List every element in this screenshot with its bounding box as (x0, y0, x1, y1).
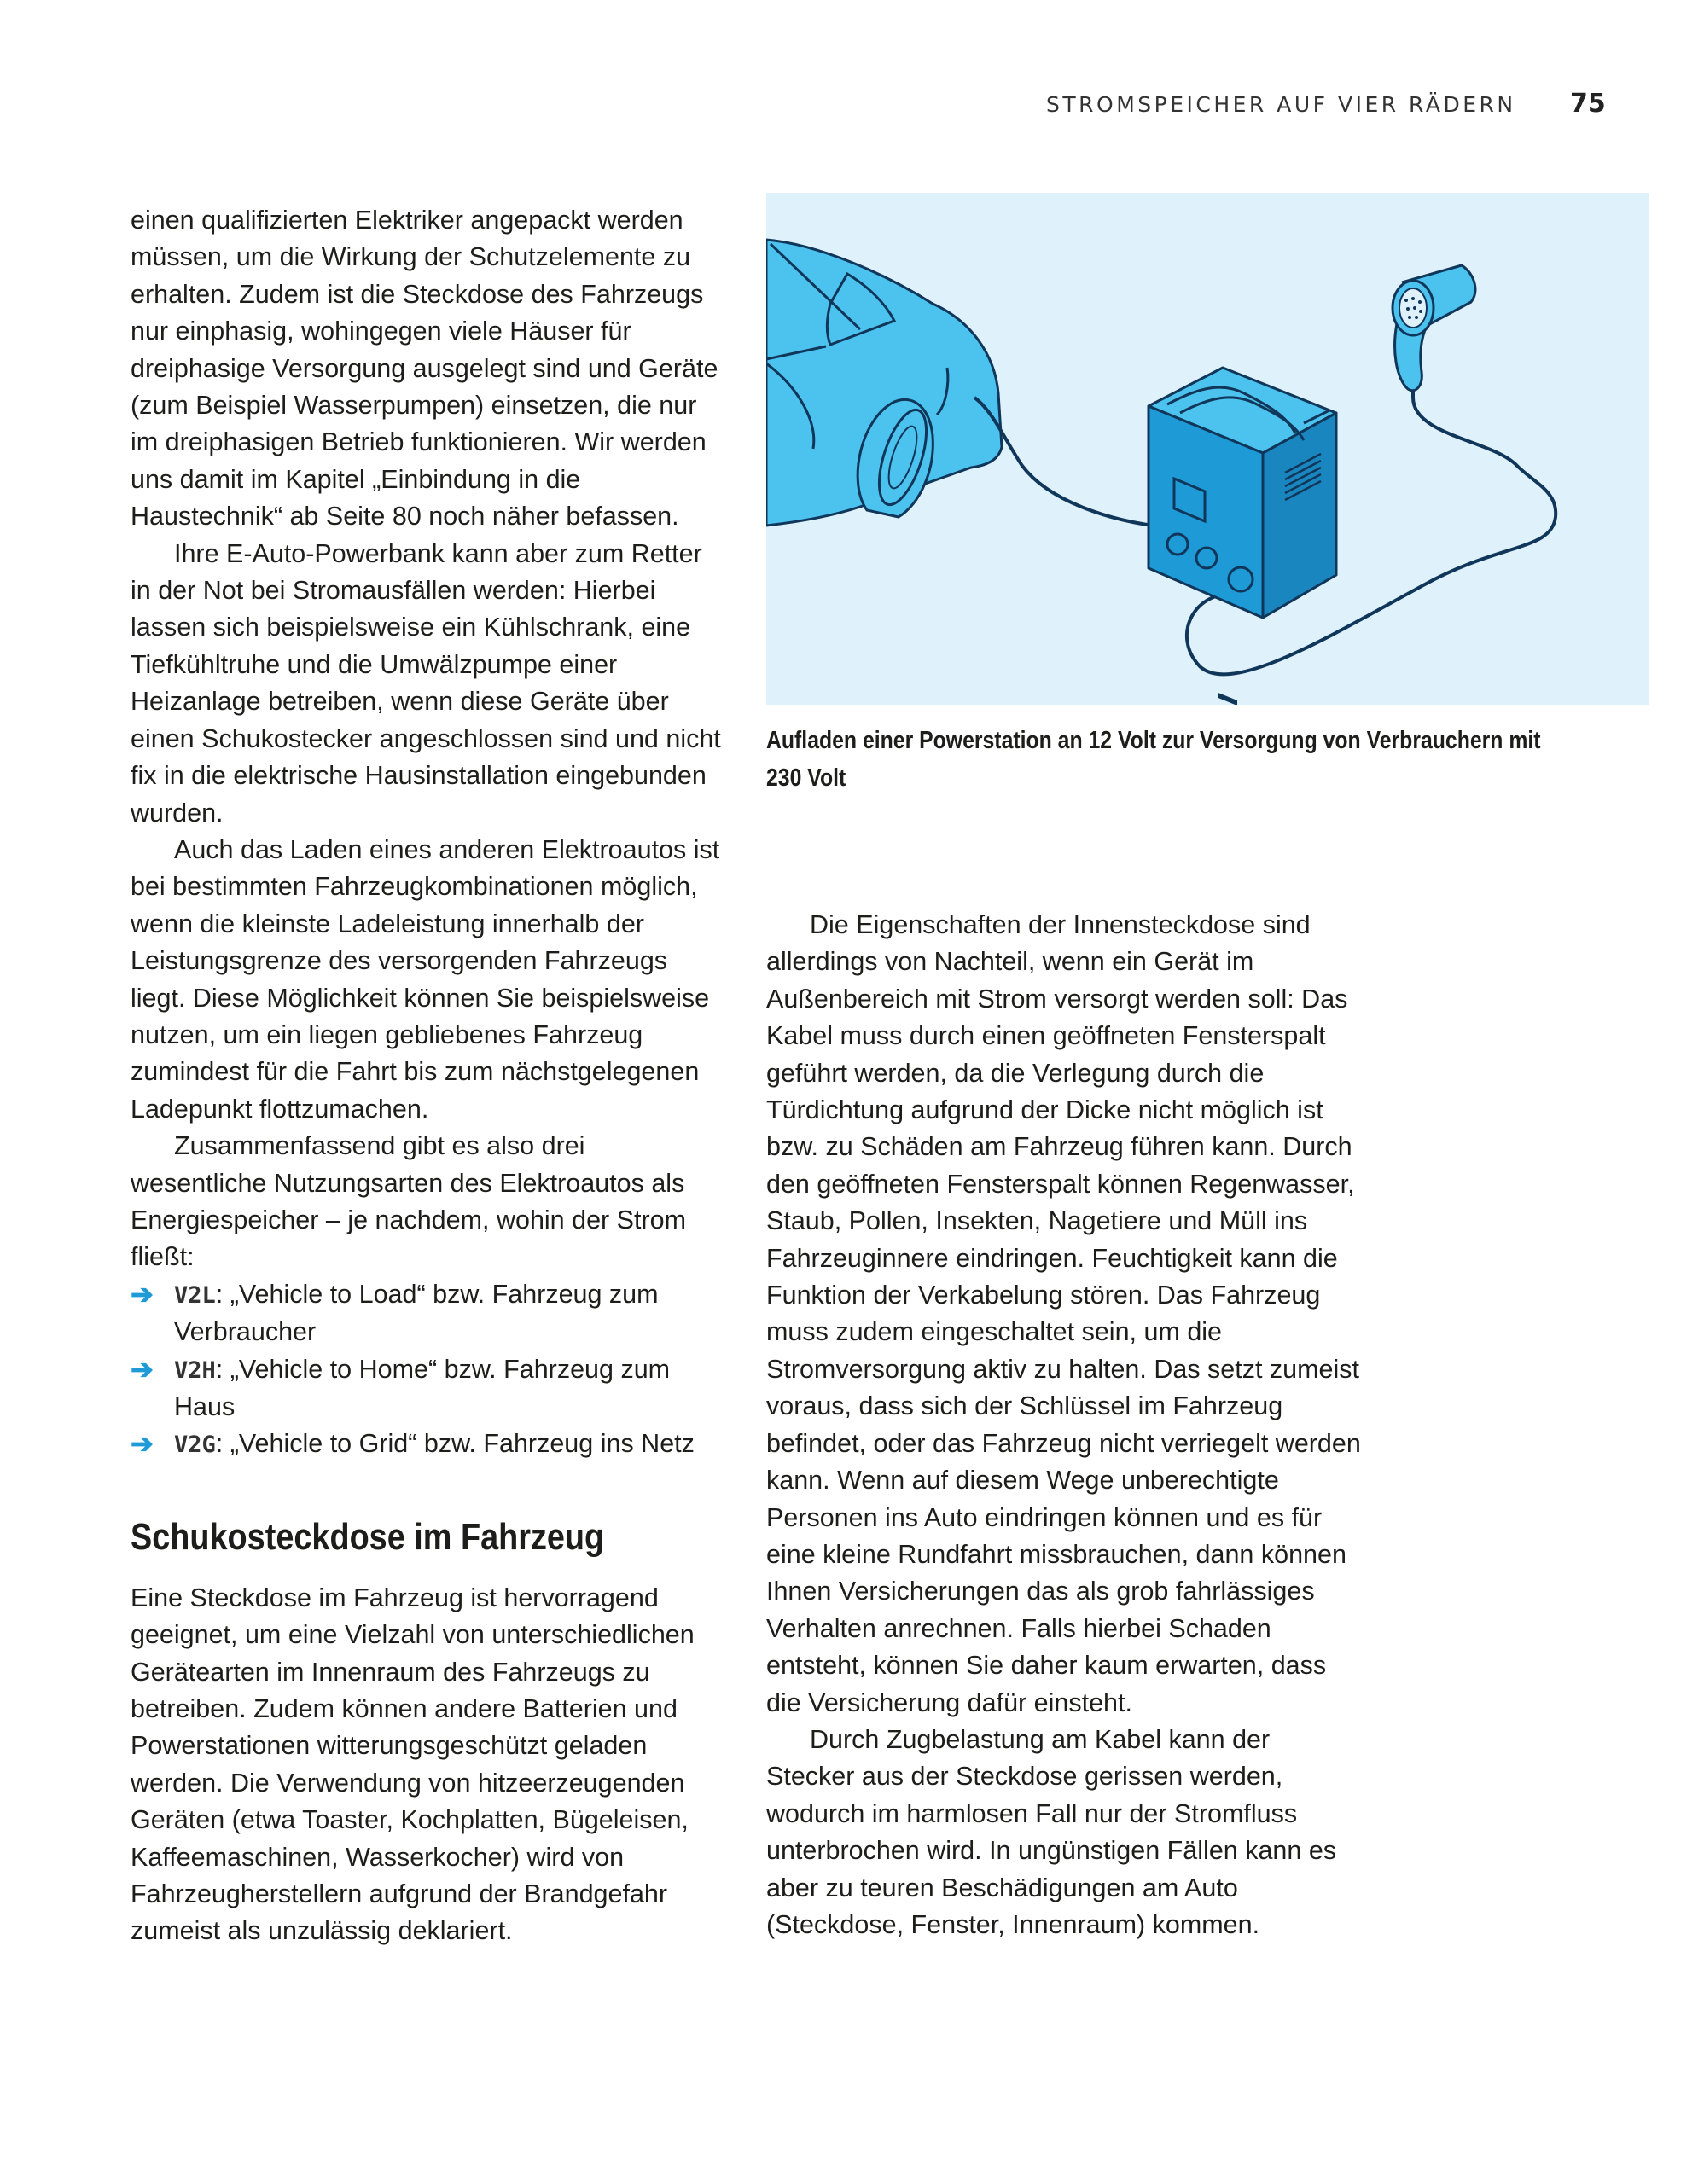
page-number: 75 (1570, 89, 1606, 119)
paragraph: Durch Zugbelastung am Kabel kann der Stecker aus der Steckdose gerissen werden, wodurch im harmlosen Fall nur der Stromfluss unterbrochen wird. In ungünstigen Fällen kann es aber zu teuren Beschädigungen am Auto (Steckdose, Fenster, Innenraum) kommen. (766, 1724, 1337, 1939)
list-item-code: V2L (174, 1281, 216, 1309)
arrow-right-icon: ➔ (131, 1428, 154, 1460)
list-item-code: V2G (174, 1432, 216, 1459)
paragraph: Zusammenfassend gibt es also drei wesentliche Nutzungsarten des Elektroautos als Energiespeicher – je nachdem, wohin der Strom fließt: (131, 1131, 687, 1272)
running-title: STROMSPEICHER AUF VIER RÄDERN (1046, 92, 1516, 117)
paragraph: Auch das Laden eines anderen Elektroautos ist bei bestimmten Fahrzeugkombinationen möglich, wenn die kleinste Ladeleistung innerhalb der Leistungsgrenze des versorgenden Fahrzeugs liegt. Diese Möglichkeit können Sie beispielsweise nutzen, um ein liegen gebliebenes Fahrzeug zumindest für die Fahrt bis zum nächstgelegenen Ladepunkt flottzumachen. (131, 834, 720, 1124)
powerstation-illustration (766, 193, 1649, 705)
right-column (766, 907, 1364, 1943)
list-item-text: : „Vehicle to Load“ bzw. Fahrzeug zum Verbraucher (174, 1279, 659, 1347)
list-item-text: : „Vehicle to Grid“ bzw. Fahrzeug ins Netz (215, 1429, 695, 1459)
section-heading: Schukosteckdose im Fahrzeug (131, 1515, 605, 1558)
list-item (131, 1351, 728, 1426)
running-header (0, 89, 1704, 126)
list-item-code: V2H (174, 1356, 216, 1384)
list-item (131, 1426, 728, 1463)
list-item-text: : „Vehicle to Home“ bzw. Fahrzeug zum Haus (174, 1354, 671, 1421)
paragraph: einen qualifizierten Elektriker angepackt werden müssen, um die Wirkung der Schutzelemente zu erhalten. Zudem ist die Steckdose des Fahrzeugs nur einphasig, wohingegen viele Häuser für dreiphasige Versorgung ausgelegt sind und Geräte (zum Beispiel Wasserpumpen) einsetzen, die nur im dreiphasigen Betrieb funktionieren. Wir werden uns damit im Kapitel „Einbindung in die Haustechnik“ ab Seite 80 noch näher befassen. (131, 206, 718, 531)
paragraph: Ihre E-Auto-Powerbank kann aber zum Retter in der Not bei Stromausfällen werden: Hierbei lassen sich beispielsweise ein Kühlschrank, eine Tiefkühltruhe und die Umwälzpumpe einer Heizanlage betreiben, wenn diese Geräte über einen Schukostecker angeschlossen sind und nicht fix in die elektrische Hausinstallation eingebunden wurden. (131, 538, 721, 828)
left-column (131, 202, 728, 1950)
figure-illustration (766, 193, 1649, 705)
arrow-right-icon: ➔ (131, 1278, 154, 1310)
arrow-right-icon: ➔ (131, 1353, 154, 1385)
figure-caption: Aufladen einer Powerstation an 12 Volt zur Versorgung von Verbrauchern mit 230 Volt (766, 727, 1541, 792)
paragraph: Die Eigenschaften der Innensteckdose sind allerdings von Nachteil, wenn ein Gerät im Außenbereich mit Strom versorgt werden soll: Das Kabel muss durch einen geöffneten Fensterspalt geführt werden, da die Verlegung durch die Türdichtung aufgrund der Dicke nicht möglich ist bzw. zu Schäden am Fahrzeug führen kann. Durch den geöffneten Fensterspalt können Regenwasser, Staub, Pollen, Insekten, Nagetiere und Müll ins Fahrzeuginnere eindringen. Feuchtigkeit kann die Funktion der Verkabelung stören. Das Fahrzeug muss zudem eingeschaltet sein, um die Stromversorgung aktiv zu halten. Das setzt zumeist voraus, dass sich der Schlüssel im Fahrzeug befindet, oder das Fahrzeug nicht verriegelt werden kann. Wenn auf diesem Wege unberechtigte Personen ins Auto eindringen können und es für eine kleine Rundfahrt missbrauchen, dann können Ihnen Versicherungen das als grob fahrlässiges Verhalten anrechnen. Falls hierbei Schaden entsteht, können Sie daher kaum erwarten, dass die Versicherung dafür einsteht. (766, 910, 1361, 1717)
list-item (131, 1276, 728, 1351)
usage-types-list (131, 1276, 728, 1464)
paragraph: Eine Steckdose im Fahrzeug ist hervorragend geeignet, um eine Vielzahl von unterschiedlichen Gerätearten im Innenraum des Fahrzeugs zu betreiben. Zudem können andere Batterien und Powerstationen witterungsgeschützt geladen werden. Die Verwendung von hitzeerzeugenden Geräten (etwa Toaster, Kochplatten, Bügeleisen, Kaffeemaschinen, Wasserkocher) wird von Fahrzeugherstellern aufgrund der Brandgefahr zumeist als unzulässig deklariert. (131, 1583, 695, 1946)
